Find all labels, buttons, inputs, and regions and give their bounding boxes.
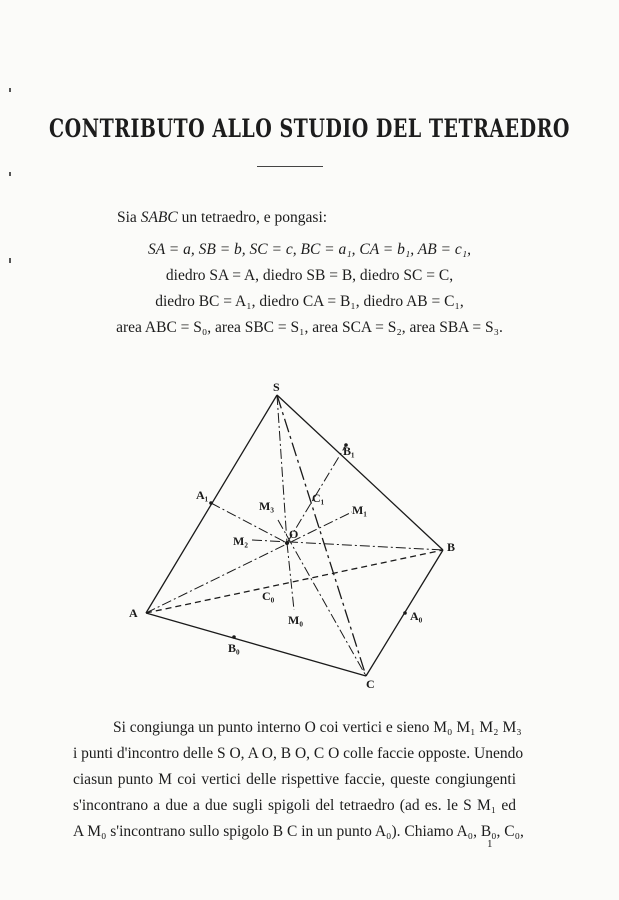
definition-line: diedro SA = A, diedro SB = B, diedro SC = C, [165, 267, 454, 284]
paragraph-line: Si congiunga un punto interno O coi vertici e sieno M₀ M₁ M₂ M₃ [113, 719, 522, 736]
label-M0: M₀ [288, 613, 303, 627]
point-A0 [403, 611, 407, 615]
paragraph-line: i punti d'incontro delle S O, A O, B O, C O colle faccie opposte. Unendo [73, 745, 524, 762]
label-M1: M₁ [352, 503, 367, 517]
page-number: 1 [487, 838, 493, 850]
label-A1: A₁ [196, 488, 209, 502]
paragraph-line: A M₀ s'incontrano sullo spigolo B C in un punto A₀). Chiamo A₀, B₀, C₀, [73, 823, 524, 840]
label-S: S [273, 380, 280, 394]
intro-suffix: un tetraedro, e pongasi: [177, 209, 328, 226]
label-B0: B₀ [228, 641, 240, 655]
label-B: B [447, 540, 456, 554]
edge-AC [146, 613, 366, 676]
point-A1 [209, 501, 213, 505]
point-B0 [232, 635, 236, 639]
edge-AB [146, 550, 443, 613]
line-A1-O [211, 503, 287, 543]
line-O-M0 [287, 543, 294, 610]
point-O [285, 541, 289, 545]
label-C0: C₀ [262, 589, 275, 603]
label-M2: M₂ [233, 534, 248, 548]
definition-line: diedro BC = A₁, diedro CA = B₁, diedro AB = C₁, [155, 293, 464, 310]
label-A: A [129, 606, 138, 620]
label-A0: A₀ [410, 609, 423, 623]
tetrahedron-name: SABC [140, 209, 178, 226]
paragraph-line: ciasun punto M coi vertici delle rispettive faccie, queste congiungenti [73, 771, 516, 788]
label-C: C [366, 677, 375, 691]
line-M2-B [252, 540, 443, 550]
definition-line: area ABC = S₀, area SBC = S₁, area SCA = S₂, area SBA = S₃. [116, 319, 503, 336]
intro-prefix: Sia [117, 209, 141, 226]
label-B1: B₁ [343, 444, 355, 458]
paper-title: CONTRIBUTO ALLO STUDIO DEL TETRAEDRO [49, 114, 570, 144]
definition-line: SA = a, SB = b, SC = c, BC = a₁, CA = b₁, AB = c₁, [147, 241, 472, 258]
label-M3: M₃ [259, 499, 274, 513]
line-M3-C [278, 520, 366, 676]
paragraph-line: s'incontrano a due a due sugli spigoli del tetraedro (ad es. le S M₁ ed [73, 797, 516, 814]
label-C1: C₁ [312, 491, 325, 505]
label-O: O [289, 527, 299, 541]
